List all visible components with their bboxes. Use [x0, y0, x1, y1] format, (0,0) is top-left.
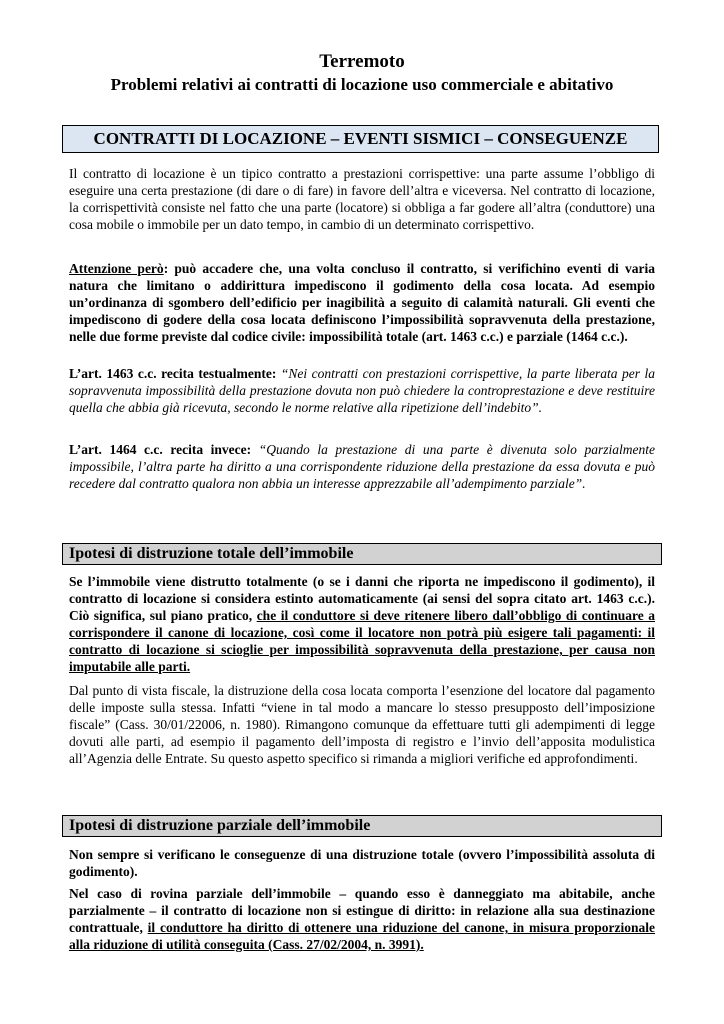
attention-body: : può accadere che, una volta concluso il contratto, si verifichino eventi di varia natura che limitano o addirittura impediscono il godimento della cosa locata. Ad esempio un’ordinanza di sgombero dell’edificio per inagibilità a seguito di calamità naturali. Gli eventi che impediscono di godere della cosa locata definiscono l’impossibilità sopravvenuta della prestazione, nelle due forme previste dal codice civile: impossibilità totale (art. 1463 c.c.) e parziale (1464 c.c.). — [69, 261, 655, 344]
section-banner: CONTRATTI DI LOCAZIONE – EVENTI SISMICI – CONSEGUENZE — [62, 125, 659, 153]
partial-paragraph-1: Non sempre si verificano le conseguenze di una distruzione totale (ovvero l’impossibilità assoluta di godimento). — [69, 847, 655, 879]
section-heading-total: Ipotesi di distruzione totale dell’immobile — [62, 543, 662, 565]
attention-lead: Attenzione però — [69, 261, 164, 276]
total-paragraph-2: Dal punto di vista fiscale, la distruzione della cosa locata comporta l’esenzione del locatore dal pagamento delle imposte sulla stessa. Infatti “viene in tal modo a mancare lo stesso presupposto dell’imposizione fiscale” (Cass. 30/01/22006, n. 1980). Rimangono comunque da effettuare tutti gli adempimenti di legge dovuti alle parti, ad esempio il pagamento dell’imposta di registro e l’invio dell’apposita modulistica all’Agenzia delle Entrate. Su questo aspetto specifico si rimanda a migliori verifiche ed approfondimenti. — [69, 683, 655, 766]
intro-paragraph-1: Il contratto di locazione è un tipico contratto a prestazioni corrispettive: una parte assume l’obbligo di eseguire una certa prestazione (di dare o di fare) in favore dell’altra e viceversa. Nel contratto di locazione, la corrispettività consiste nel fatto che una parte (locatore) si obbliga a far godere all’altra (conduttore) una cosa mobile o immobile per un dato tempo, in cambio di un determinato corrispettivo. — [69, 166, 655, 232]
partial-paragraph-2-underlined: il conduttore ha diritto di ottenere una riduzione del canone, in misura proporzionale alla riduzione di utilità conseguita (Cass. 27/02/2004, n. 3991). — [69, 920, 655, 952]
art-1463-lead: L’art. 1463 c.c. recita testualmente: — [69, 366, 277, 381]
document-subtitle: Problemi relativi ai contratti di locazione uso commerciale e abitativo — [110, 75, 614, 94]
art-1463-quote: “Nei contratti con prestazioni corrispettive, la parte liberata per la sopravvenuta impossibilità della prestazione dovuta non può chiedere la controprestazione e deve restituire quella che abbia già ricevuta, secondo le norme relative alla ripetizione dell’indebito”. — [69, 366, 656, 415]
document-title: Terremoto — [319, 51, 405, 72]
intro-paragraph-2 — [69, 260, 655, 345]
partial-paragraph-2 — [69, 885, 655, 953]
intro-paragraph-4 — [69, 441, 655, 492]
intro-paragraph-3 — [69, 365, 655, 416]
total-paragraph-1-underlined: che il conduttore si deve ritenere libero dall’obbligo di continuare a corrispondere il canone di locazione, così come il locatore non potrà più esigere tali pagamenti: il contratto di locazione si scioglie per impossibilità sopravvenuta della prestazione, per causa non imputabile alle parti. — [69, 608, 655, 674]
total-paragraph-1-text: Se l’immobile viene distrutto totalmente (o se i danni che riporta ne impediscono il godimento), il contratto di locazione si considera estinto automaticamente (ai sensi del sopra citato art. 1463 c.c.). Ciò significa, sul piano pratico, — [69, 574, 655, 623]
art-1464-lead: L’art. 1464 c.c. recita invece: — [69, 442, 252, 457]
section-heading-partial: Ipotesi di distruzione parziale dell’immobile — [62, 815, 662, 837]
partial-paragraph-2-text: Nel caso di rovina parziale dell’immobile – quando esso è danneggiato ma abitabile, anche parzialmente – il contratto di locazione non si estingue di diritto: in relazione alla sua destinazione contrattuale, — [69, 886, 655, 935]
total-paragraph-1 — [69, 573, 655, 675]
art-1464-quote: “Quando la prestazione di una parte è divenuta solo parzialmente impossibile, l’altra parte ha diritto a una corrispondente riduzione della prestazione da essa dovuta e può recedere dal contratto qualora non abbia un interesse apprezzabile all’adempimento parziale”. — [69, 442, 655, 491]
